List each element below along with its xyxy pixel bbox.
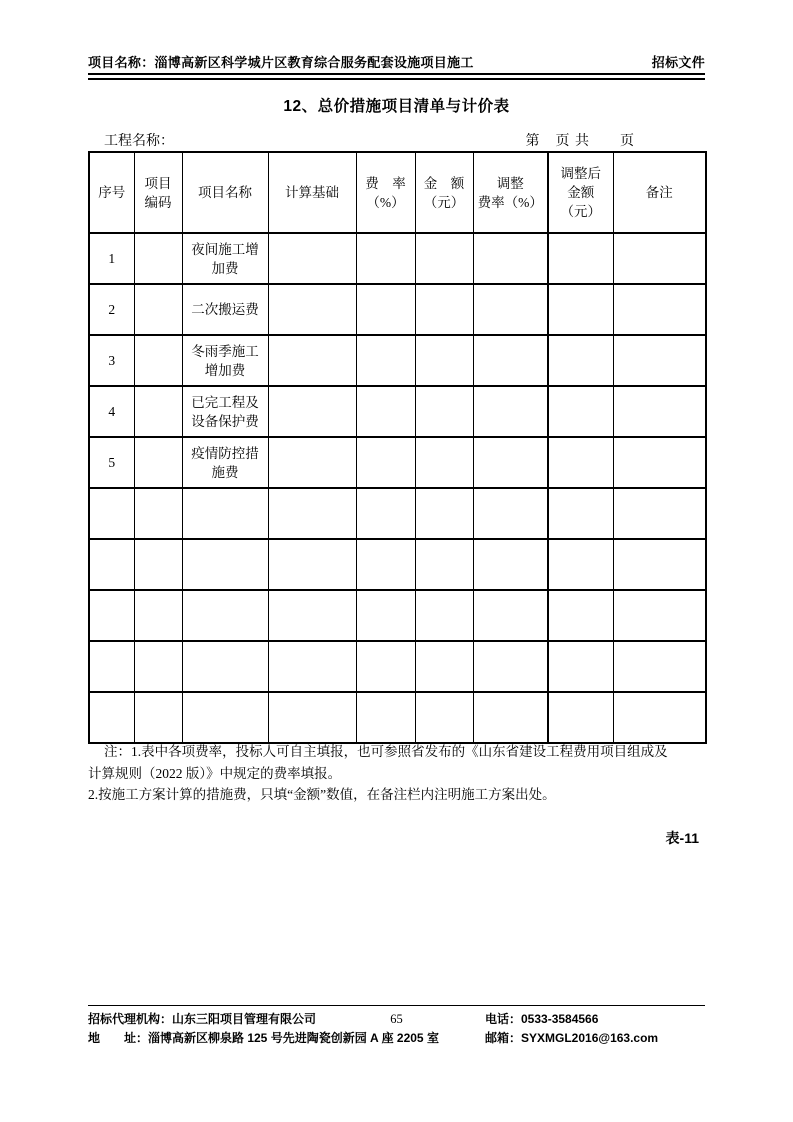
- cell-empty: [473, 488, 548, 539]
- header-doc-type: 招标文件: [651, 55, 705, 70]
- col-header-adj-amount: 调整后 金额 （元）: [548, 152, 613, 233]
- footer-rule: [88, 1005, 705, 1006]
- cell-empty: [268, 590, 356, 641]
- cell-empty: [356, 539, 415, 590]
- page-indicator: 第 页 共 页: [525, 134, 635, 149]
- running-header: [88, 52, 705, 71]
- col-header-rate: 费 率 （%）: [356, 152, 415, 233]
- cell-name: 夜间施工增 加费: [182, 233, 268, 284]
- cell-seq: 5: [89, 437, 134, 488]
- cell-code: [134, 437, 182, 488]
- cell-empty: [268, 692, 356, 743]
- cell-empty: [473, 590, 548, 641]
- cell-empty: [134, 641, 182, 692]
- table-row: [89, 386, 706, 437]
- note-line: 注：1.表中各项费率，投标人可自主填报，也可参照省发布的《山东省建设工程费用项目组成及: [104, 744, 668, 759]
- cell-empty: [356, 641, 415, 692]
- cell-empty: [134, 539, 182, 590]
- cell-adj-rate: [473, 335, 548, 386]
- col-header-name: 项目名称: [182, 152, 268, 233]
- table-row: [89, 335, 706, 386]
- col-header-amount: 金 额 （元）: [415, 152, 473, 233]
- col-header-remark: 备注: [613, 152, 706, 233]
- cell-empty: [548, 539, 613, 590]
- header-double-rule: [88, 73, 705, 80]
- cell-adj-rate: [473, 386, 548, 437]
- cell-empty: [182, 539, 268, 590]
- cell-empty: [182, 692, 268, 743]
- project-name-label: 工程名称：: [104, 134, 174, 149]
- cell-code: [134, 284, 182, 335]
- table-row: [89, 233, 706, 284]
- cell-amount: [415, 437, 473, 488]
- cell-empty: [182, 488, 268, 539]
- cell-basis: [268, 284, 356, 335]
- cell-empty: [134, 692, 182, 743]
- cell-adj-amount: [548, 233, 613, 284]
- cell-name: 疫情防控措 施费: [182, 437, 268, 488]
- cell-remark: [613, 335, 706, 386]
- note-line: 2.按施工方案计算的措施费，只填“金额”数值，在备注栏内注明施工方案出处。: [88, 787, 556, 802]
- table-row: [89, 437, 706, 488]
- cell-adj-rate: [473, 284, 548, 335]
- cell-empty: [613, 692, 706, 743]
- cell-code: [134, 233, 182, 284]
- cell-empty: [415, 488, 473, 539]
- cell-empty: [268, 488, 356, 539]
- cell-empty: [548, 641, 613, 692]
- cell-empty: [548, 488, 613, 539]
- cell-adj-amount: [548, 284, 613, 335]
- cell-name: 冬雨季施工 增加费: [182, 335, 268, 386]
- page-number: 65: [390, 1012, 403, 1026]
- cell-empty: [268, 539, 356, 590]
- note-line: 计算规则（2022 版）》中规定的费率填报。: [88, 765, 342, 781]
- table-reference-number: 表-11: [665, 830, 699, 846]
- cell-empty: [613, 641, 706, 692]
- cell-empty: [89, 590, 134, 641]
- col-header-adj-rate: 调整 费率（%）: [473, 152, 548, 233]
- cell-code: [134, 335, 182, 386]
- cell-rate: [356, 335, 415, 386]
- table-row: [89, 284, 706, 335]
- cell-empty: [89, 539, 134, 590]
- cell-empty: [415, 590, 473, 641]
- cell-seq: 4: [89, 386, 134, 437]
- cell-basis: [268, 233, 356, 284]
- footer-phone: 电话：0533-3584566: [485, 1012, 599, 1026]
- cell-empty: [89, 692, 134, 743]
- cell-empty: [182, 590, 268, 641]
- table-row-empty: [89, 539, 706, 590]
- cell-adj-amount: [548, 437, 613, 488]
- table-header-row: [89, 152, 706, 233]
- table-row-empty: [89, 488, 706, 539]
- cell-empty: [548, 692, 613, 743]
- cell-basis: [268, 335, 356, 386]
- table-row-empty: [89, 641, 706, 692]
- cell-seq: 1: [89, 233, 134, 284]
- table-notes: [88, 741, 710, 806]
- cell-empty: [473, 539, 548, 590]
- col-header-code: 项目 编码: [134, 152, 182, 233]
- cell-empty: [613, 590, 706, 641]
- cell-empty: [89, 488, 134, 539]
- table-row-empty: [89, 692, 706, 743]
- col-header-basis: 计算基础: [268, 152, 356, 233]
- cell-adj-rate: [473, 437, 548, 488]
- cell-remark: [613, 284, 706, 335]
- cell-empty: [473, 692, 548, 743]
- page-title: 12、总价措施项目清单与计价表: [283, 98, 510, 115]
- cell-empty: [613, 488, 706, 539]
- cell-empty: [548, 590, 613, 641]
- cell-empty: [415, 692, 473, 743]
- table-meta-row: [88, 130, 705, 150]
- footer-agency: 招标代理机构：山东三阳项目管理有限公司: [88, 1012, 317, 1026]
- cell-empty: [356, 488, 415, 539]
- cell-empty: [134, 488, 182, 539]
- cell-adj-amount: [548, 335, 613, 386]
- cell-remark: [613, 386, 706, 437]
- cell-name: 已完工程及 设备保护费: [182, 386, 268, 437]
- cell-remark: [613, 233, 706, 284]
- cell-amount: [415, 233, 473, 284]
- cell-rate: [356, 233, 415, 284]
- cell-empty: [89, 641, 134, 692]
- cell-seq: 2: [89, 284, 134, 335]
- footer-address: 地 址：淄博高新区柳泉路 125 号先进陶瓷创新园 A 座 2205 室: [88, 1031, 439, 1045]
- cell-empty: [415, 641, 473, 692]
- cell-seq: 3: [89, 335, 134, 386]
- cell-name: 二次搬运费: [182, 284, 268, 335]
- footer-email: 邮箱：SYXMGL2016@163.com: [485, 1031, 659, 1045]
- cell-basis: [268, 386, 356, 437]
- cell-amount: [415, 284, 473, 335]
- measure-items-pricing-table: [88, 151, 707, 744]
- col-header-seq: 序号: [89, 152, 134, 233]
- cell-amount: [415, 386, 473, 437]
- cell-empty: [268, 641, 356, 692]
- cell-empty: [473, 641, 548, 692]
- cell-basis: [268, 437, 356, 488]
- cell-empty: [613, 539, 706, 590]
- cell-empty: [356, 590, 415, 641]
- cell-rate: [356, 437, 415, 488]
- cell-remark: [613, 437, 706, 488]
- cell-empty: [415, 539, 473, 590]
- cell-adj-rate: [473, 233, 548, 284]
- cell-empty: [356, 692, 415, 743]
- table-row-empty: [89, 590, 706, 641]
- cell-amount: [415, 335, 473, 386]
- cell-code: [134, 386, 182, 437]
- cell-rate: [356, 386, 415, 437]
- cell-empty: [182, 641, 268, 692]
- cell-adj-amount: [548, 386, 613, 437]
- header-project-name: 项目名称：淄博高新区科学城片区教育综合服务配套设施项目施工: [88, 55, 474, 70]
- cell-empty: [134, 590, 182, 641]
- cell-rate: [356, 284, 415, 335]
